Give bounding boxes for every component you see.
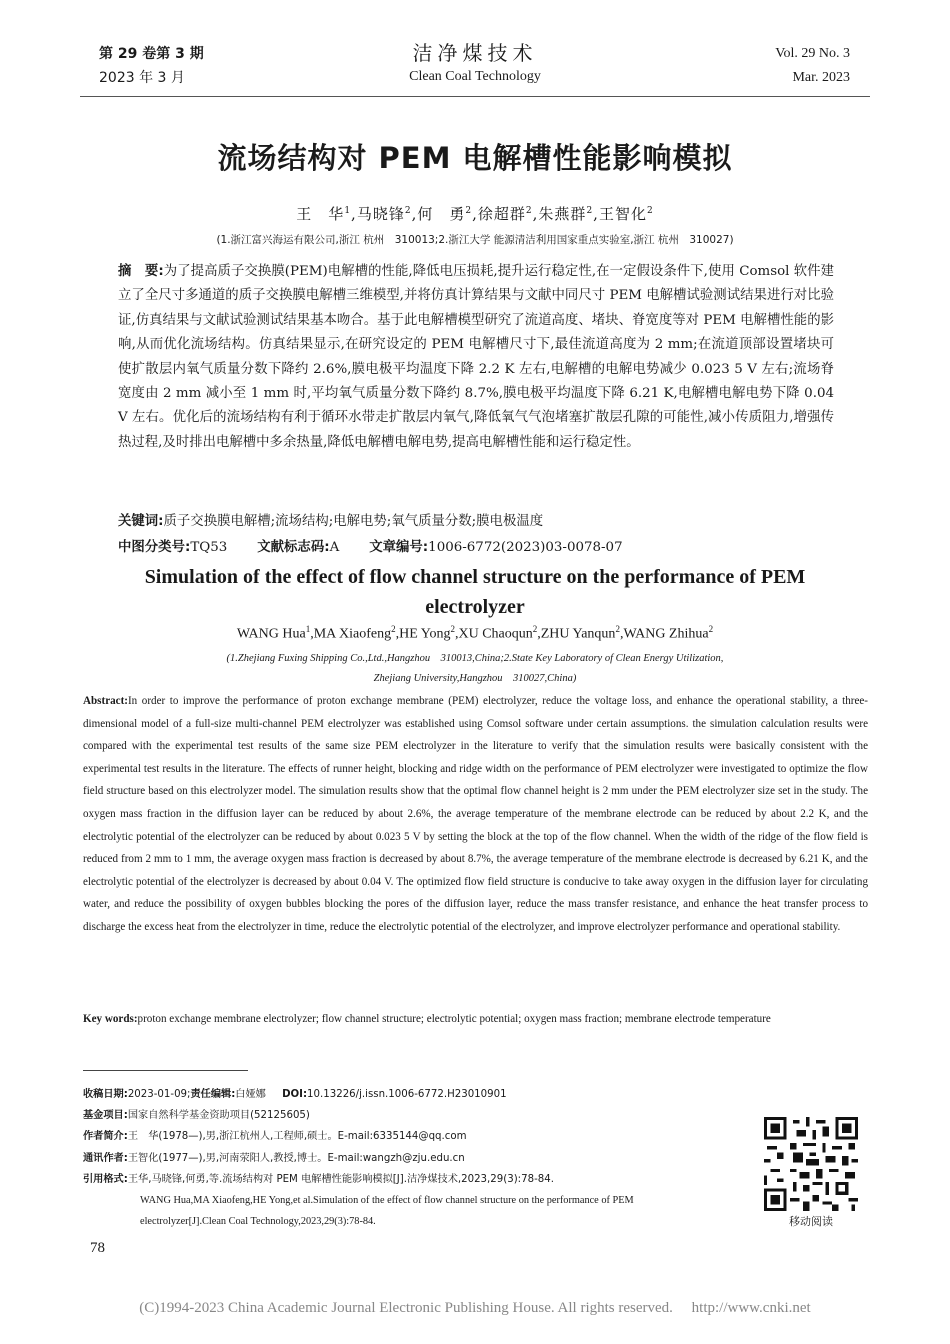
author-name-en: MA Xiaofeng	[313, 626, 392, 642]
footnotes	[83, 1084, 753, 1232]
header-rule	[80, 96, 870, 97]
qr-caption: 移动阅读	[789, 1215, 833, 1228]
keywords-cn	[118, 510, 834, 534]
abstract-en-text: In order to improve the performance of proton exchange membrane (PEM) electrolyzer, reduce the voltage loss, and enhance the operational stability, a three-dimensional model of a full-size multi-channel PEM electrolyzer was established using Comsol software under certain assumptions. the simulation calculation results were compared with the experimental test results of the same size PEM electrolyzer in the literature to verify that the simulation results were basically consistent with the experimental test results in the literature. The effects of runner height, blocking and ridge width on the performance of PEM electrolyzer were investigated to optimize the flow field structure based on this electrolyzer model. The simulation results show that the optimal flow channel height is 2 mm under the PEM electrolyzer size set in the study. The oxygen mass fraction in the diffusion layer can be reduced by about 2.6%, the average temperature of the membrane electrode can be reduced by about 2.2 K, and the electrolytic potential of the electrolyzer can be reduced by about 0.023 5 V by setting the block at the top of the flow channel. When the width of the ridge of the flow field is reduced from 2 mm to 1 mm, the average oxygen mass fraction is decreased by about 8.7%, the average temperature of the membrane electrode is decreased by 6.21 K, and the electrolytic potential of the electrolyzer is decreased by about 0.04 V. The optimized flow field structure is conducive to take away oxygen in the diffusion layer for circulating water, and reduce the possibility of oxygen bubbles blocking the pores of the diffusion layer, reduce the mass transfer resistance, and enhance the heat transfer process to discharge the excess heat from the electrolyzer in time, reduce the electrolytic potential of the electrolyzer, and improve electrolyzer performance and operational stability.	[83, 695, 868, 933]
editor-label: 责任编辑:	[190, 1089, 236, 1100]
affiliations-cn: (1.浙江富兴海运有限公司,浙江 杭州 310013;2.浙江大学 能源清洁利用国家重点实验室,浙江 杭州 310027)	[216, 234, 734, 246]
date-en: Mar. 2023	[792, 70, 850, 85]
author-name: 王 华	[296, 205, 345, 223]
article-title-cn: 流场结构对 PEM 电解槽性能影响模拟	[217, 141, 733, 175]
author-sup: 2	[391, 624, 396, 634]
footnote-rule	[83, 1070, 248, 1071]
clc-value: TQ53	[190, 540, 228, 555]
affiliations-en-line: (1.Zhejiang Fuxing Shipping Co.,Ltd.,Hangzhou 310013,China;2.State Key Laboratory of Clean Energy Utilization,	[226, 653, 724, 664]
abstract-cn	[118, 260, 834, 455]
doc-code-label: 文献标志码:	[257, 540, 330, 555]
author-name-en: ZHU Yanqun	[540, 626, 616, 642]
clc-label: 中图分类号:	[118, 540, 191, 555]
corresponding-value: 王智化(1977—),男,河南荥阳人,教授,博士。E-mail:wangzh@zju.edu.cn	[127, 1152, 465, 1164]
article-no-value: 1006-6772(2023)03-0078-07	[428, 540, 623, 555]
abstract-cn-label: 摘 要:	[118, 264, 164, 279]
author-name: 朱燕群	[538, 205, 587, 223]
fund-value: 国家自然科学基金资助项目(52125605)	[127, 1110, 310, 1122]
citation-value: 王华,马晓锋,何勇,等.流场结构对 PEM 电解槽性能影响模拟[J].洁净煤技术,2023,29(3):78-84.	[127, 1173, 554, 1185]
affiliations-en-line: Zhejiang University,Hangzhou 310027,China)	[373, 673, 577, 684]
volume-cn: 第 29 卷第 3 期	[99, 46, 204, 62]
author-sup: 2	[465, 206, 473, 216]
citation-en-line: electrolyzer[J].Clean Coal Technology,2023,29(3):78-84.	[140, 1216, 376, 1228]
fund-line	[83, 1105, 753, 1126]
header-left	[99, 42, 204, 90]
author-name: 何 勇	[417, 205, 466, 223]
qr-code-icon[interactable]	[764, 1117, 858, 1211]
authors-cn: 王 华$^1$,马晓锋$^2$,何 勇$^2$,徐超群$^2$,朱燕群$^2$,王智化$^2$	[296, 205, 654, 223]
author-sup: 2	[532, 624, 538, 634]
author-name: 王智化	[598, 205, 647, 223]
author-bio-line	[83, 1126, 753, 1147]
author-sup: 1	[344, 206, 352, 216]
keywords-cn-label: 关键词:	[118, 514, 164, 529]
citation-en-line: WANG Hua,MA Xiaofeng,HE Yong,et al.Simulation of the effect of flow channel structure on the performance of PEM	[140, 1195, 634, 1207]
author-sup: 2	[708, 624, 714, 634]
author-sup: 2	[404, 206, 412, 216]
received-label: 收稿日期:	[83, 1089, 128, 1100]
author-bio-label: 作者简介:	[83, 1131, 128, 1143]
doi-label: DOI:	[282, 1089, 308, 1100]
author-sup: 2	[450, 624, 455, 634]
author-sup: 2	[525, 206, 533, 216]
citation-line	[83, 1169, 753, 1190]
author-sup: 1	[305, 624, 311, 634]
abstract-en	[83, 690, 868, 939]
author-bio-value: 王 华(1978—),男,浙江杭州人,工程师,硕士。E-mail:6335144@qq.com	[127, 1131, 467, 1143]
author-name-en: XU Chaoqun	[458, 626, 533, 642]
received-value: 2023-01-09;	[127, 1089, 191, 1100]
editor-value: 白娅娜	[235, 1089, 266, 1100]
keywords-en-text: proton exchange membrane electrolyzer; flow channel structure; electrolytic potential; oxygen mass fraction; membrane electrode temperature	[137, 1013, 771, 1025]
copyright-notice: (C)1994-2023 China Academic Journal Electronic Publishing House. All rights reserved. http://www.cnki.net	[139, 1300, 811, 1316]
corresponding-label: 通讯作者:	[83, 1152, 128, 1164]
volume-en: Vol. 29 No. 3	[775, 46, 850, 61]
header-right	[775, 42, 850, 90]
author-name-en: HE Yong	[399, 626, 451, 642]
doc-code-value: A	[329, 540, 340, 555]
article-title-en: Simulation of the effect of flow channel structure on the performance of PEM electrolyzer	[144, 566, 806, 618]
author-sup: 2	[646, 206, 654, 216]
abstract-cn-text: 为了提高质子交换膜(PEM)电解槽的性能,降低电压损耗,提升运行稳定性,在一定假设条件下,使用 Comsol 软件建立了全尺寸多通道的质子交换膜电解槽三维模型,并将仿真计算结果与文献中同尺寸 PEM 电解槽试验测试结果进行对比验证,仿真结果与文献试验测试结果基本吻合。基于此电解槽模型研究了流道高度、堵块、脊宽度等对 PEM 电解槽性能的影响,从而优化流场结构。仿真结果显示,在研究设定的 PEM 电解槽尺寸下,最佳流道高度为 2 mm;在流道顶部设置堵块可使扩散层内氧气质量分数下降约 2.6%,膜电极平均温度下降 2.2 K 左右,电解槽的电解电势减少 0.023 5 V 左右;流场脊宽度由 2 mm 减小至 1 mm 时,平均氧气质量分数下降约 8.7%,膜电极平均温度下降 6.21 K,电解槽电解电势下降 0.04 V 左右。优化后的流场结构有利于循环水带走扩散层内氧气,降低氧气气泡堵塞扩散层孔隙的可能性,减小传质阻力,增强传热过程,及时排出电解槽中多余热量,降低电解槽电解电势,提高电解槽性能和运行稳定性。	[118, 264, 835, 450]
abstract-en-label: Abstract:	[83, 695, 128, 707]
author-name-en: WANG Zhihua	[623, 626, 709, 642]
author-name-en: WANG Hua	[236, 626, 306, 642]
classification-row	[118, 536, 623, 560]
doi-value[interactable]: 10.13226/j.issn.1006-6772.H23010901	[307, 1089, 507, 1100]
keywords-en-label: Key words:	[83, 1013, 138, 1025]
journal-header	[330, 40, 620, 88]
author-name: 徐超群	[477, 205, 526, 223]
keywords-en	[83, 1008, 868, 1031]
received-line	[83, 1084, 753, 1105]
date-cn: 2023 年 3 月	[99, 70, 185, 86]
fund-label: 基金项目:	[83, 1110, 128, 1122]
author-sup: 2	[586, 206, 594, 216]
corresponding-line	[83, 1148, 753, 1169]
author-sup: 2	[615, 624, 620, 634]
journal-name-en: Clean Coal Technology	[409, 69, 541, 84]
journal-name-cn: 洁净煤技术	[412, 41, 538, 65]
affiliations-en	[0, 649, 950, 689]
article-no-label: 文章编号:	[369, 540, 429, 555]
keywords-cn-text: 质子交换膜电解槽;流场结构;电解电势;氧气质量分数;膜电极温度	[163, 514, 544, 529]
authors-en: WANG Hua$^1$,MA Xiaofeng$^2$,HE Yong$^2$,XU Chaoqun$^2$,ZHU Yanqun$^2$,WANG Zhihua$^2$	[236, 624, 714, 642]
author-name: 马晓锋	[356, 205, 405, 223]
citation-label: 引用格式:	[83, 1173, 128, 1185]
page-number: 78	[90, 1240, 105, 1256]
